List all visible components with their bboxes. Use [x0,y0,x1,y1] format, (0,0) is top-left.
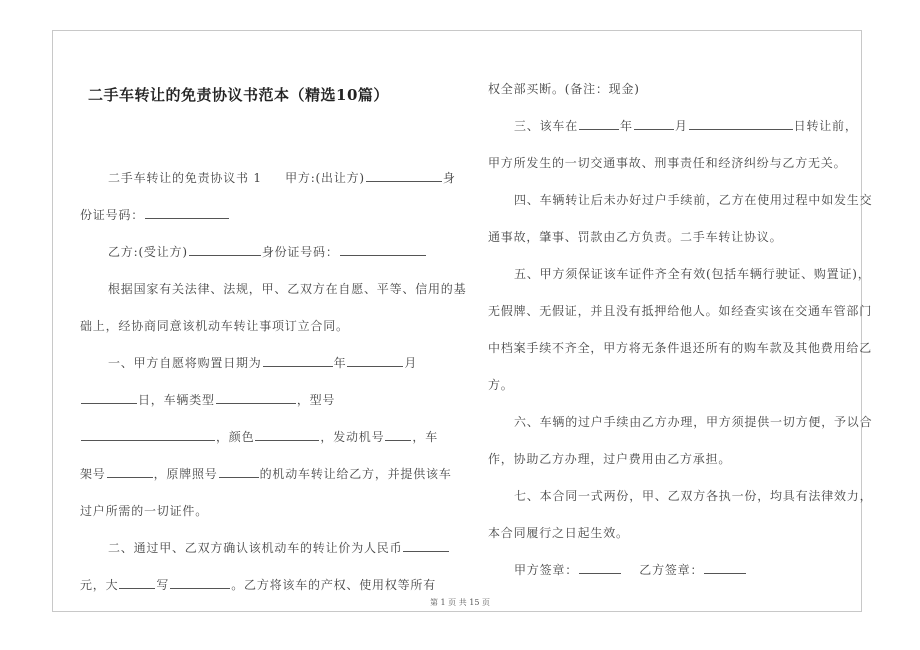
document-title: 二手车转让的免责协议书范本（精选10篇） [88,86,389,104]
signature-line: 甲方签章： 乙方签章： [514,561,747,578]
paragraph-line: 根据国家有关法律、法规，甲、乙双方在自愿、平等、信用的基 [108,282,467,296]
paragraph-line: 二、通过甲、乙双方确认该机动车的转让价为人民币 [108,539,450,556]
page-number: 第 1 页 共 15 页 [430,598,490,607]
paragraph-line: 作，协助乙方办理，过户费用由乙方承担。 [488,452,732,466]
paragraph-line: 权全部买断。(备注：现金) [488,82,640,96]
paragraph-line: 通事故，肇事、罚款由乙方负责。二手车转让协议。 [488,230,783,244]
blank-line [216,393,296,404]
paragraph-line: 过户所需的一切证件。 [80,504,209,518]
paragraph-line: 一、甲方自愿将购置日期为 年 月 [108,356,418,370]
paragraph-line: 六、车辆的过户手续由乙方办理，甲方须提供一切方便，予以合 [514,415,873,429]
blank-line [634,119,674,130]
blank-line [81,430,215,441]
blank-line [119,578,155,589]
blank-line [170,578,230,589]
blank-line [107,467,153,478]
paragraph-line: 三、该车在 年 月 日转让前， [514,119,858,133]
paragraph-line: 无假牌、无假证，并且没有抵押给他人。如经查实该在交通车管部门 [488,304,873,318]
paragraph-line: 乙方:(受让方) 身份证号码： [108,243,427,260]
paragraph-line: 四、车辆转让后未办好过户手续前，乙方在使用过程中如发生交 [514,193,873,207]
paragraph-line: 日，车辆类型 ，型号 [80,391,335,408]
paragraph-line: 中档案手续不齐全，甲方将无条件退还所有的购车款及其他费用给乙 [488,341,873,355]
blank-line [263,356,333,367]
paragraph-line: 方。 [488,378,514,392]
paragraph-line: 七、本合同一式两份，甲、乙双方各执一份，均具有法律效力， [514,489,873,503]
blank-line [347,356,403,367]
paragraph-line: 本合同履行之日起生效。 [488,526,629,540]
paragraph-line: 架号 ，原牌照号 的机动车转让给乙方，并提供该车 [80,467,452,481]
blank-line [145,208,229,219]
paragraph-line: 二手车转让的免责协议书 1 甲方:(出让方) 身 [108,171,456,185]
blank-line [366,171,442,182]
blank-line [189,245,261,256]
blank-line [340,245,426,256]
blank-line [579,119,619,130]
paragraph-line: ，颜色 ，发动机号 ，车 [80,428,438,445]
blank-line [579,563,621,574]
blank-line [704,563,746,574]
blank-line [255,430,319,441]
blank-line [403,541,449,552]
blank-line [385,430,411,441]
paragraph-line: 础上，经协商同意该机动车转让事项订立合同。 [80,319,349,333]
paragraph-line: 甲方所发生的一切交通事故、刑事责任和经济纠纷与乙方无关。 [488,156,847,170]
blank-line [81,393,137,404]
paragraph-line: 份证号码： [80,206,230,223]
paragraph-line: 五、甲方须保证该车证件齐全有效(包括车辆行驶证、购置证)， [514,267,871,281]
blank-line [219,467,259,478]
blank-line [689,119,793,130]
paragraph-line: 元，大 写 。乙方将该车的产权、使用权等所有 [80,578,437,592]
